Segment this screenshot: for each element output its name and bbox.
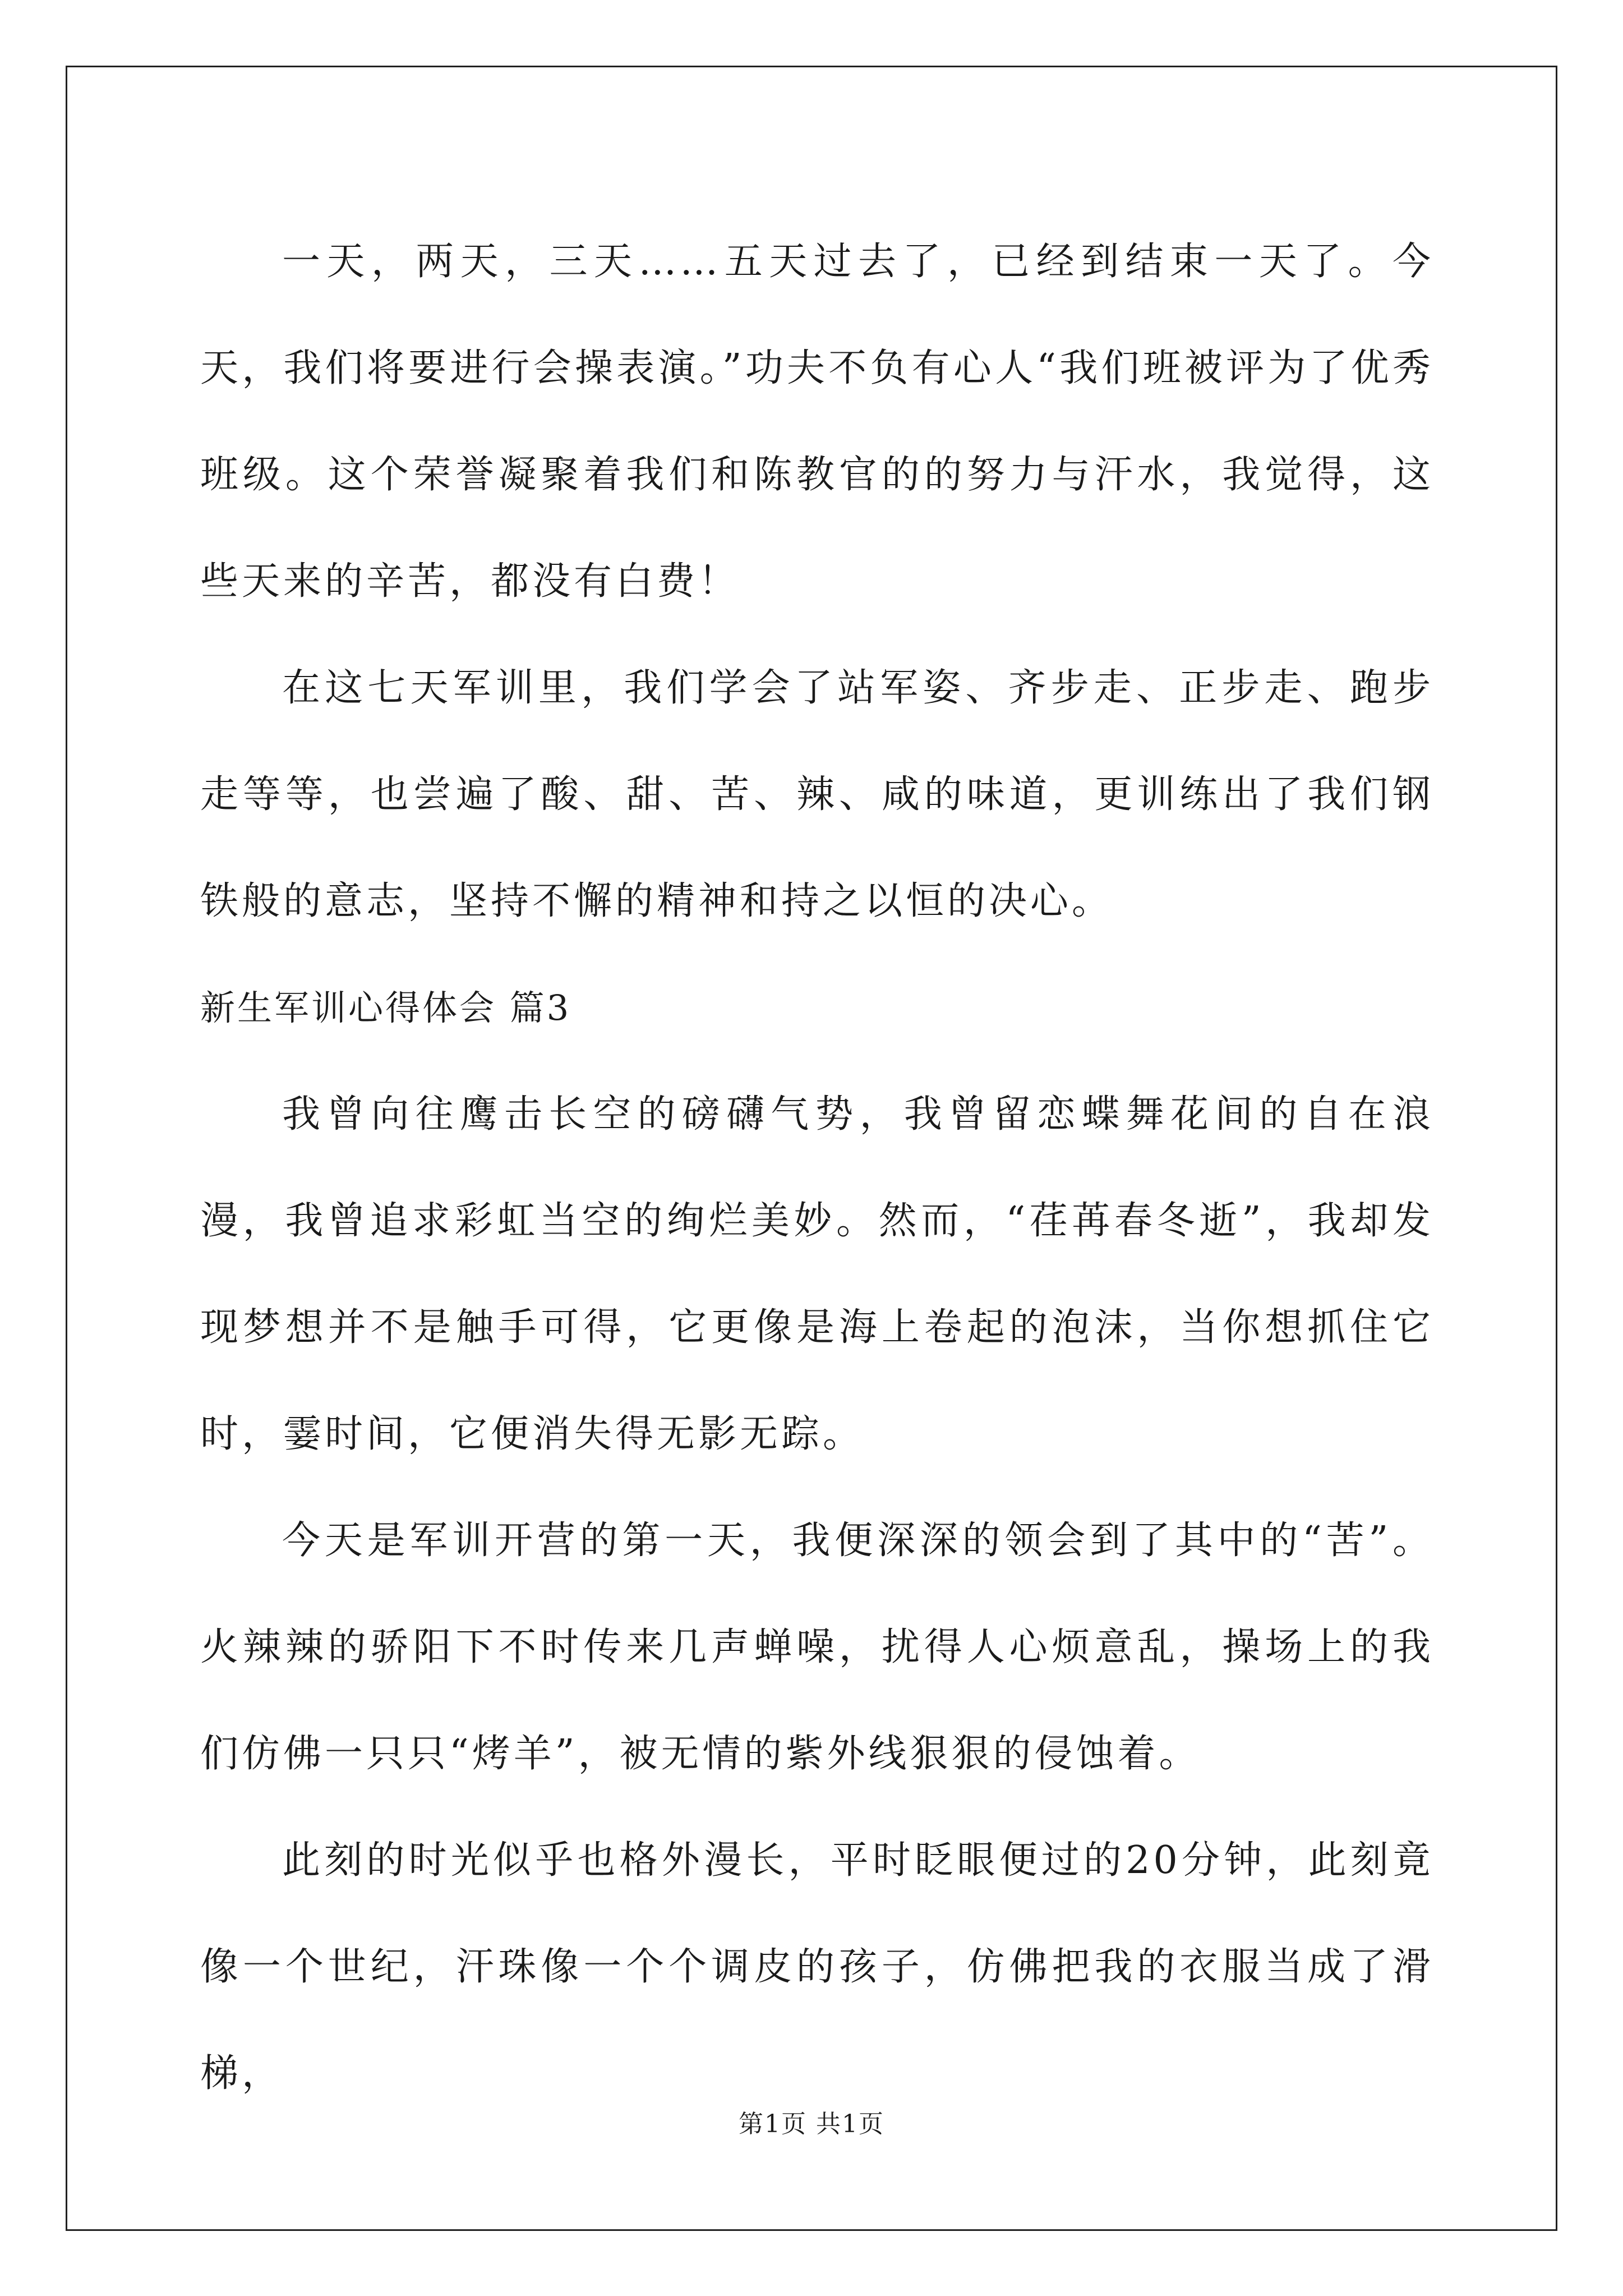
paragraph: 此刻的时光似乎也格外漫长，平时眨眼便过的20分钟，此刻竟像一个世纪，汗珠像一个个调皮的孩子，仿佛把我的衣服当成了滑梯， [200,1838,1434,2096]
paragraph: 今天是军训开营的第一天，我便深深的领会到了其中的“苦”。火辣辣的骄阳下不时传来几声蝉噪，扰得人心烦意乱，操场上的我们仿佛一只只“烤羊”，被无情的紫外线狠狠的侵蚀着。 [200,1519,1434,1776]
page-footer: 第1页 共1页 [739,2110,884,2138]
paragraph: 一天，两天，三天……五天过去了，已经到结束一天了。今天，我们将要进行会操表演。”功夫不负有心人“我们班被评为了优秀班级。这个荣誉凝聚着我们和陈教官的的努力与汗水，我觉得，这些天来的辛苦，都没有白费！ [200,240,1434,604]
document-body [200,209,1434,2127]
paragraph: 在这七天军训里，我们学会了站军姿、齐步走、正步走、跑步走等等，也尝遍了酸、甜、苦、辣、咸的味道，更训练出了我们钢铁般的意志，坚持不懈的精神和持之以恒的决心。 [200,666,1434,923]
section-heading: 新生军训心得体会 篇3 [200,987,571,1028]
paragraph: 我曾向往鹰击长空的磅礴气势，我曾留恋蝶舞花间的自在浪漫，我曾追求彩虹当空的绚烂美妙。然而，“荏苒春冬逝”，我却发现梦想并不是触手可得，它更像是海上卷起的泡沫，当你想抓住它时，霎时间，它便消失得无影无踪。 [200,1092,1434,1456]
